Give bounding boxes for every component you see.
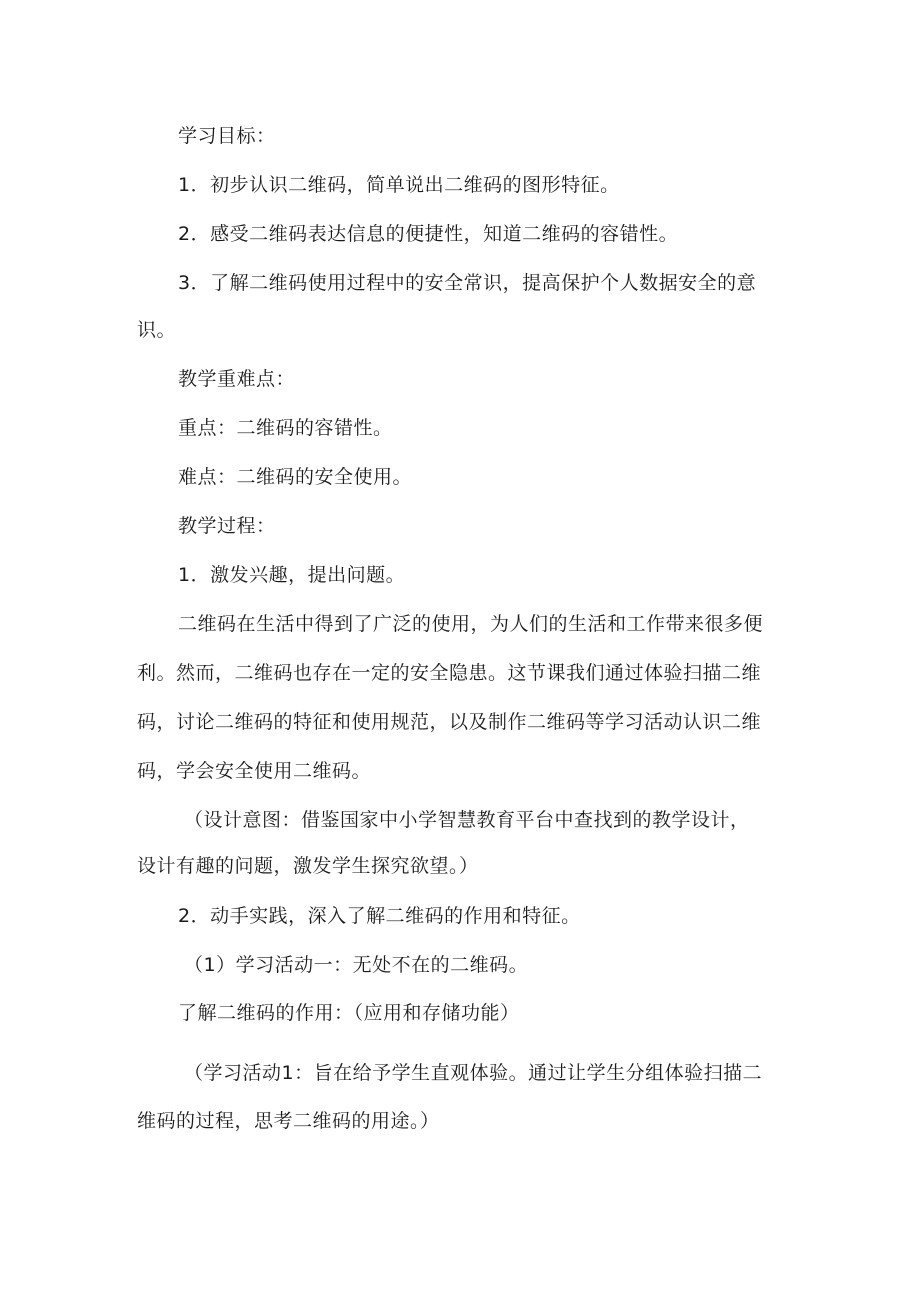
goal-item-3-line-2: 识。 — [137, 319, 177, 341]
intro-line-3: 码，讨论二维码的特征和使用规范，以及制作二维码等学习活动认识二维 — [137, 711, 762, 733]
intro-line-2: 利。然而，二维码也存在一定的安全隐患。这节课我们通过体验扫描二维 — [137, 662, 762, 684]
key-points-heading: 教学重难点： — [178, 368, 296, 390]
goal-item-1: 1．初步认识二维码，简单说出二维码的图形特征。 — [178, 174, 620, 196]
intro-line-4: 码，学会安全使用二维码。 — [137, 760, 372, 782]
key-point: 重点：二维码的容错性。 — [178, 417, 393, 439]
design-intent-line-2: 设计有趣的问题，激发学生探究欲望。） — [137, 855, 479, 877]
goals-heading: 学习目标： — [178, 125, 276, 147]
design-intent-line-1: （设计意图：借鉴国家中小学智慧教育平台中查找到的教学设计， — [184, 809, 750, 831]
activity-1-title: （1）学习活动一：无处不在的二维码。 — [184, 954, 529, 976]
activity-1-note-line-2: 维码的过程，思考二维码的用途。） — [137, 1110, 440, 1132]
goal-item-3-line-1: 3．了解二维码使用过程中的安全常识，提高保护个人数据安全的意 — [178, 272, 757, 294]
process-heading: 教学过程： — [178, 515, 276, 537]
step-2-title: 2．动手实践，深入了解二维码的作用和特征。 — [178, 905, 581, 927]
activity-1-note-line-1: （学习活动1：旨在给予学生直观体验。通过让学生分组体验扫描二 — [184, 1062, 763, 1084]
step-1-title: 1．激发兴趣，提出问题。 — [178, 564, 406, 586]
intro-line-1: 二维码在生活中得到了广泛的使用，为人们的生活和工作带来很多便 — [178, 613, 764, 635]
function-line: 了解二维码的作用：（应用和存储功能） — [178, 1002, 520, 1024]
difficult-point: 难点：二维码的安全使用。 — [178, 466, 413, 488]
goal-item-2: 2．感受二维码表达信息的便捷性，知道二维码的容错性。 — [178, 223, 679, 245]
